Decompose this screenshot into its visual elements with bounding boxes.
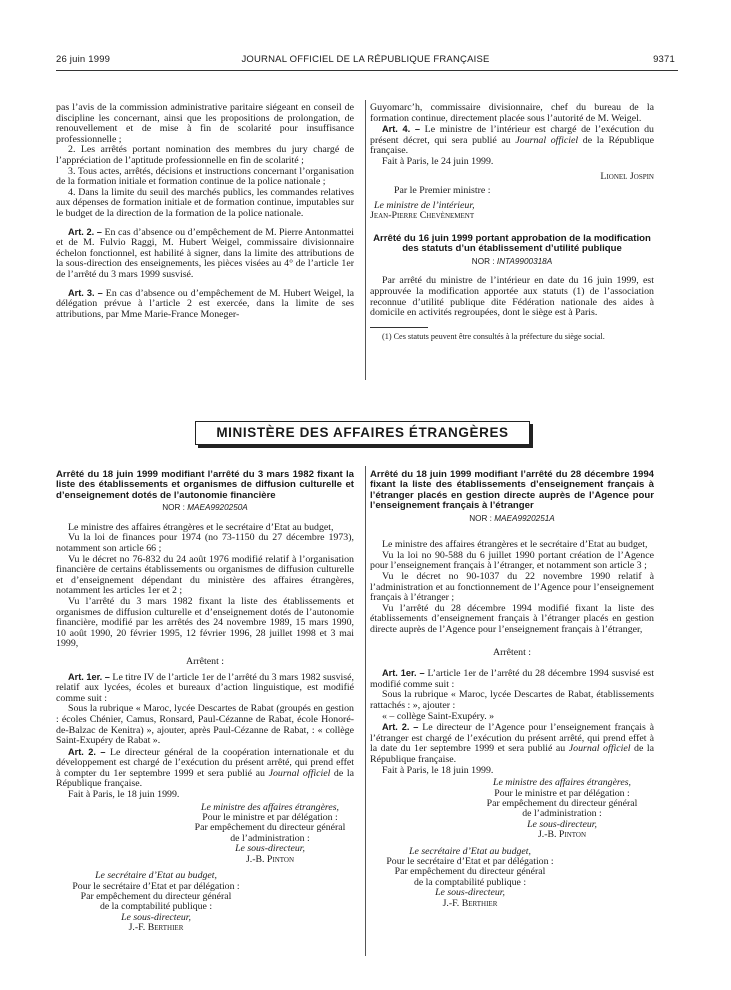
nor-label: NOR : [162, 503, 188, 513]
article-4 [370, 124, 654, 157]
column-separator [365, 100, 366, 380]
arrete-title: Arrêté du 18 juin 1999 modifiant l’arrêté du 28 décembre 1994 fixant la liste des établissements d’enseignement français à l’étranger placés en gestion directe auprès de l’Agence pour l’enseignement français à l’étranger [370, 469, 654, 512]
paragraph: Vu le décret no 90-1037 du 22 novembre 1990 relatif à l’administration et au fonctionnement de l’Agence pour l’enseignement français à l’étranger ; [370, 571, 654, 604]
paragraph: 2. Les arrêtés portant nomination des membres du jury chargé de l’appréciation de l’aptitude professionnelle en fin de scolarité ; [56, 144, 354, 166]
signature-line: Par empêchement du directeur général [194, 822, 346, 834]
decree-title: Arrêté du 16 juin 1999 portant approbation de la modification des statuts d’un établissement d’utilité publique [373, 232, 651, 255]
article-text: En cas d’absence ou d’empêchement de M. Pierre Antonmattei et de M. Fulvio Raggi, M. Hubert Weigel, commissaire divisionnaire échelon fonctionnel, est habilité à signer, dans la limite des attributions de la sous-direction des enseignements, les pièces visées au 4° de l’article 1er de l’arrêté du 3 mars 1999 susvisé. [56, 226, 354, 280]
paragraph: Vu l’arrêté du 3 mars 1982 fixant la liste des établissements et organismes de diffusion culturelle et d’enseignement dotés de l’autonomie financière, modifié par les arrêtés des 24 novembre 1989, 15 mars 1990, 10 août 1990, 20 février 1995, 12 février 1996, 28 juillet 1998 et 3 mai 1999, [56, 595, 354, 650]
article-3 [56, 288, 354, 321]
nor-reference [370, 257, 654, 268]
article-text: L’article 1er de l’arrêté du 28 décembre 1994 susvisé est modifié comme suit : [370, 668, 654, 690]
article-text: de la République française. [370, 743, 654, 765]
paragraph: Le ministre des affaires étrangères et le secrétaire d’Etat au budget, [382, 539, 648, 551]
article-2 [56, 227, 354, 281]
header-rule [56, 70, 678, 71]
paragraph: Le ministre des affaires étrangères et le secrétaire d’Etat au budget, [68, 521, 334, 533]
signature-name: J.-B. Pinton [537, 829, 587, 841]
signature-name: J.-F. Berthier [128, 922, 184, 934]
arretent: Arrêtent : [492, 646, 532, 658]
nor-value: MAEA9920250A [187, 503, 248, 513]
paragraph: 4. Dans la limite du seuil des marchés publics, les commandes relatives aux dépenses de formation initiale et de formation continue, imputables sur le budget de la direction de la formation de la police nationale. [56, 186, 354, 219]
minister-signature-block [470, 778, 654, 840]
signature-title: Le sous-directeur, [121, 911, 191, 923]
journal-officiel-ref: Journal officiel [568, 743, 631, 755]
article-2 [56, 747, 354, 790]
nor-label: NOR : [471, 256, 497, 266]
signature-line: de l’administration : [522, 808, 602, 820]
signature-title: Le sous-directeur, [435, 887, 505, 899]
paragraph: Vu la loi no 90-588 du 6 juillet 1990 portant création de l’Agence pour l’enseignement français à l’étranger, et notamment son article 3 ; [370, 549, 654, 572]
nor-value: MAEA9920251A [494, 513, 555, 523]
signature-date: Fait à Paris, le 18 juin 1999. [382, 764, 494, 776]
signature-line: Pour le secrétaire d’Etat et par délégation : [72, 880, 240, 892]
paragraph: Sous la rubrique « Maroc, lycée Descartes de Rabat, établissements rattachés : », ajouter : [370, 689, 654, 711]
article-label: Art. 2. – [68, 746, 106, 757]
paragraph: Sous la rubrique « Maroc, lycée Descartes de Rabat (groupés en gestion : écoles Chénier, Camus, Ronsard, Paul-Cézanne de Rabat, école Honoré-de-Balzac de Kenitra) », ajouter, après Paul-Cézanne de Rabat, : « collège Saint-Exupéry de Rabat ». [56, 703, 354, 747]
paragraph: Vu l’arrêté du 28 décembre 1994 modifié fixant la liste des établissements d’enseignement français à l’étranger placés en gestion directe auprès de l’Agence pour l’enseignement français à l’étranger, [370, 602, 654, 635]
ministry-banner: MINISTÈRE DES AFFAIRES ÉTRANGÈRES [195, 421, 530, 445]
footnote-rule [370, 327, 428, 328]
nor-value: INTA9900318A [496, 256, 553, 266]
signature-line: de la comptabilité publique : [99, 901, 213, 913]
journal-officiel-ref: Journal officiel [515, 134, 579, 146]
article-1 [56, 672, 354, 705]
arrete-title: Arrêté du 18 juin 1999 modifiant l’arrêté du 3 mars 1982 fixant la liste des établissements et organismes de diffusion culturelle et d’enseignement dotés de l’autonomie financière [56, 469, 354, 501]
article-text: Le ministre de l’intérieur est chargé de l’exécution du présent décret, qui sera publié au [370, 124, 654, 146]
top-right-column [370, 103, 654, 342]
nor-label: NOR : [469, 513, 495, 523]
signature-line: de la comptabilité publique : [413, 876, 527, 888]
signature-line: Par empêchement du directeur général [486, 797, 638, 809]
article-label: Art. 1er. – [382, 668, 425, 679]
signature-title: Le sous-directeur, [527, 818, 597, 830]
paragraph: 3. Tous actes, arrêtés, décisions et instructions concernant l’organisation de la formation initiale et formation continue de la police nationale ; [56, 165, 354, 188]
signature-title: Le ministre des affaires étrangères, [493, 777, 631, 789]
nor-reference [56, 503, 354, 514]
signature-line: Par empêchement du directeur général [394, 866, 546, 878]
nor-reference [370, 514, 654, 525]
header-journal-title: JOURNAL OFFICIEL DE LA RÉPUBLIQUE FRANÇAISE [241, 54, 490, 65]
minister-title: Le ministre de l’intérieur, [374, 199, 475, 211]
bottom-left-column [56, 470, 354, 934]
bottom-right-column [370, 470, 654, 909]
article-2 [370, 722, 654, 765]
paragraph: « – collège Saint-Exupéry. » [382, 710, 495, 722]
article-text: de la République française. [370, 134, 654, 157]
paragraph: Vu le décret no 76-832 du 24 août 1976 modifié relatif à l’organisation financière de certains établissements ou organismes de diffusion culturelle et d’enseignement dépendant du ministère des affaires étrangères, notamment les articles 1er et 2 ; [56, 553, 354, 597]
article-text: En cas d’absence ou d’empêchement de M. Hubert Weigel, la délégation prévue à l’article 2 est exercée, dans la limite de ses attributions, par Mme Marie-France Moneger- [56, 287, 354, 320]
paragraph: Vu la loi de finances pour 1974 (no 73-1150 du 27 décembre 1973), notamment son article 66 ; [56, 532, 354, 554]
countersign-intro: Par le Premier ministre : [394, 185, 491, 197]
minister-name: Jean-Pierre Chevènement [370, 210, 475, 222]
signature-line: de l’administration : [230, 832, 310, 844]
article-label: Art. 2. – [382, 722, 419, 733]
top-left-column [56, 103, 354, 320]
minister-signature-block [186, 803, 354, 865]
signature-name: J.-B. Pinton [245, 853, 295, 865]
article-label: Art. 3. – [68, 287, 103, 298]
article-label: Art. 2. – [68, 226, 102, 237]
article-text: de la République française. [56, 767, 354, 790]
signature-line: Pour le secrétaire d’Etat et par délégation : [386, 855, 554, 867]
arretent: Arrêtent : [185, 655, 225, 667]
paragraph: pas l’avis de la commission administrative paritaire siégeant en conseil de discipline les concernant, ainsi que les propositions de prolongation, de renouvellement et de mise à fin de scolarité pour insuffisance professionnelle ; [56, 102, 354, 145]
header-date: 26 juin 1999 [56, 54, 111, 65]
signature-title: Le sous-directeur, [235, 843, 305, 855]
signature-title: Le ministre des affaires étrangères, [201, 801, 339, 813]
journal-officiel-ref: Journal officiel [268, 767, 331, 779]
article-label: Art. 1er. – [68, 671, 110, 682]
signature-line: Pour le ministre et par délégation : [202, 812, 338, 824]
column-separator [365, 466, 366, 956]
paragraph: Par arrêté du ministre de l’intérieur en date du 16 juin 1999, est approuvée la modification apportée aux statuts (1) de l’association reconnue d’utilité publique dite Fédération nationale des aides à domicile en activités regroupées, dont le siège est à Paris. [370, 275, 654, 319]
paragraph: Guyomarc’h, commissaire divisionnaire, chef du bureau de la formation continue, directement placée sous l’autorité de M. Weigel. [370, 102, 654, 124]
article-label: Art. 4. – [382, 124, 421, 135]
signature-line: Pour le ministre et par délégation : [494, 787, 630, 799]
signature-title: Le secrétaire d’Etat au budget, [95, 870, 217, 882]
article-text: Le directeur de l’Agence pour l’enseignement français à l’étranger est chargé de l’exécution du présent arrêté, qui prend effet à la date du 1er septembre 1999 et sera publié au [370, 722, 655, 755]
budget-signature-block [56, 871, 256, 933]
signature-date: Fait à Paris, le 18 juin 1999. [68, 789, 180, 801]
signature-date: Fait à Paris, le 24 juin 1999. [382, 155, 494, 167]
budget-signature-block [370, 847, 570, 909]
article-text: Le directeur général de la coopération internationale et du développement est chargé de l’exécution du présent arrêté, qui prend effet à compter du 1er septembre 1999 et sera publié au [56, 746, 354, 779]
article-text: Le titre IV de l’article 1er de l’arrêté du 3 mars 1982 susvisé, relatif aux lycées, écoles et bureaux d’action linguistique, est modifié comme suit : [56, 671, 354, 704]
prime-minister-signature: Lionel Jospin [600, 170, 654, 182]
header-page-number: 9371 [653, 54, 675, 65]
signature-name: J.-F. Berthier [442, 897, 498, 909]
article-1 [370, 668, 654, 690]
signature-line: Par empêchement du directeur général [80, 890, 232, 902]
footnote: (1) Ces statuts peuvent être consultés à la préfecture du siège social. [382, 331, 605, 341]
signature-title: Le secrétaire d’Etat au budget, [409, 845, 531, 857]
